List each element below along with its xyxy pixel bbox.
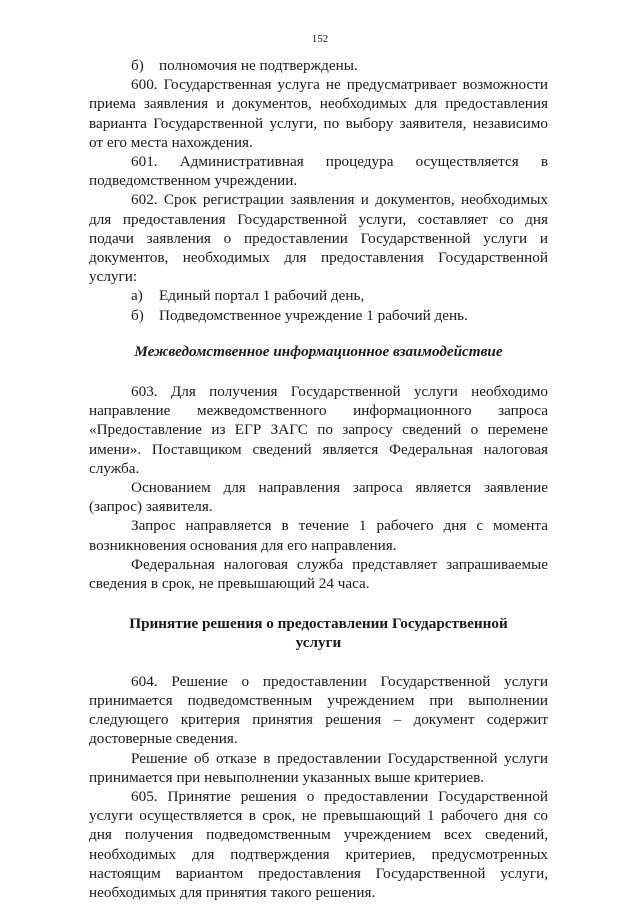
list-item: [89, 286, 548, 305]
paragraph-600: 600. Государственная услуга не предусматривает возможности приема заявления и документов, необходимых для предоставления варианта Государственной услуги, по выбору заявителя, независимо от его места нахождения.: [89, 76, 548, 151]
list-item: [89, 56, 548, 75]
paragraph: Решение об отказе в предоставлении Государственной услуги принимается при невыполнении указанных выше критериев.: [89, 749, 548, 786]
paragraph: Основанием для направления запроса является заявление (запрос) заявителя.: [89, 479, 548, 516]
section-heading-interagency: Межведомственное информационное взаимодействие: [134, 342, 503, 360]
page-number: 152: [311, 33, 329, 45]
paragraph: Запрос направляется в течение 1 рабочего дня с момента возникновения основания для его направления.: [89, 517, 548, 554]
paragraph-601: 601. Административная процедура осуществляется в подведомственном учреждении.: [89, 153, 548, 190]
paragraph-605: 605. Принятие решения о предоставлении Государственной услуги осуществляется в срок, не превышающий 1 рабочего дня со дня получения подведомственным учреждением всех сведений, необходимых для подтверждения критериев, предусмотренных настоящим вариантом предоставления Государственной услуги, необходимых для принятия такого решения.: [89, 787, 548, 901]
paragraph-604: 604. Решение о предоставлении Государственной услуги принимается подведомственным учреждением при выполнении следующего критерия принятия решения – документ содержит достоверные сведения.: [89, 672, 548, 748]
paragraph-602: 602. Срок регистрации заявления и документов, необходимых для предоставления Государственной услуги, составляет со дня подачи заявления о предоставлении Государственной услуги и документов, необходимых для предоставления Государственной услуги:: [89, 191, 548, 286]
section-heading-decision: Принятие решения о предоставлении Государственной услуги: [129, 615, 508, 652]
list-item: [89, 306, 548, 325]
list-item-text: Подведомственное учреждение 1 рабочий день.: [159, 306, 468, 324]
list-marker: а): [131, 287, 143, 305]
paragraph: Федеральная налоговая служба представляет запрашиваемые сведения в срок, не превышающий 24 часа.: [89, 555, 548, 593]
paragraph-603: 603. Для получения Государственной услуги необходимо направление межведомственного информационного запроса «Предоставление из ЕГР ЗАГС по запросу сведений о перемене имени». Поставщиком сведений является Федеральная налоговая служба.: [89, 383, 548, 477]
list-item-text: Единый портал 1 рабочий день,: [159, 287, 365, 305]
document-body: [89, 56, 548, 902]
list-marker: б): [131, 57, 144, 74]
list-marker: б): [131, 306, 144, 324]
list-item-text: полномочия не подтверждены.: [159, 57, 358, 74]
